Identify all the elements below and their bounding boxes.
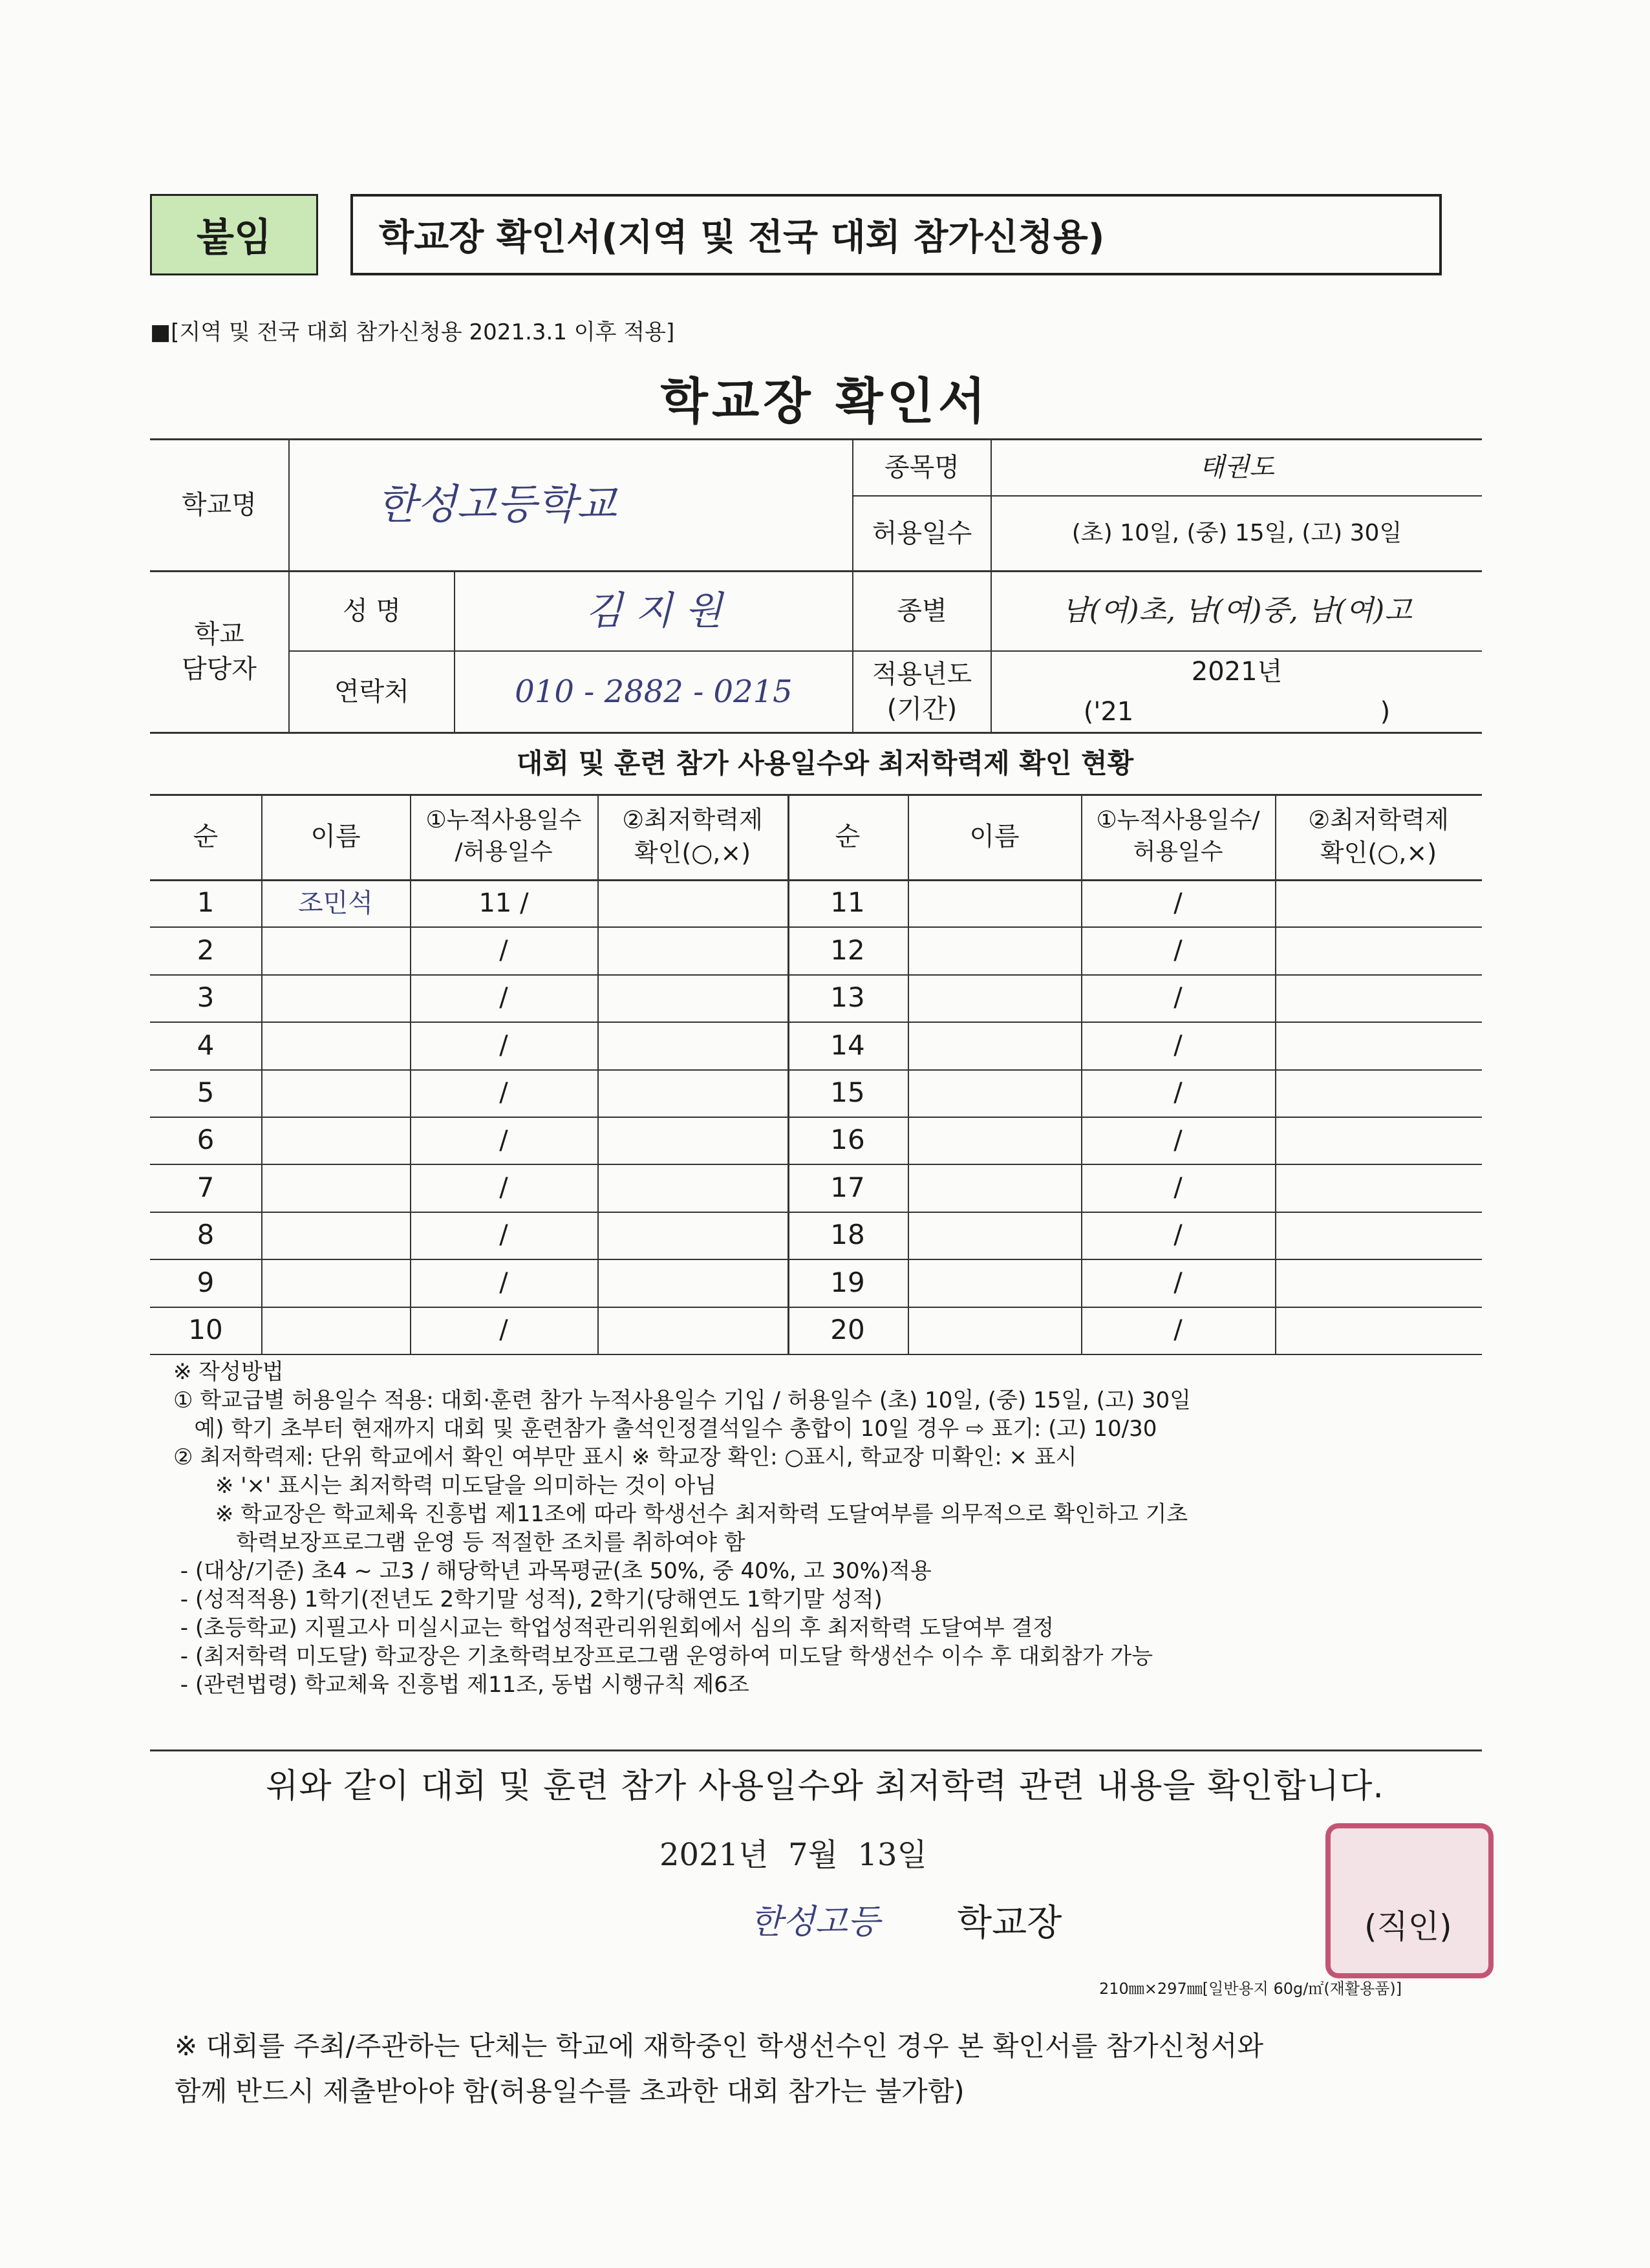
row-name: 조민석	[298, 888, 373, 918]
row-days: /	[1173, 888, 1183, 918]
row-number: 19	[830, 1266, 865, 1298]
row-number: 6	[197, 1124, 215, 1156]
row-name	[261, 1212, 410, 1259]
row-days: 11 /	[478, 888, 529, 918]
row-days: /	[499, 936, 508, 966]
method-line: ① 학교급별 허용일수 적용: 대회·훈련 참가 누적사용일수 기입 / 허용일수 (초) 10일, (중) 15일, (고) 30일	[173, 1387, 1191, 1413]
school-value: 한성고등학교	[376, 480, 617, 529]
row-number: 4	[197, 1029, 215, 1061]
row-number: 1	[197, 886, 215, 919]
method-title: ※ 작성방법	[173, 1359, 284, 1385]
application-note: ■[지역 및 전국 대회 참가신청용 2021.3.1 이후 적용]	[150, 319, 675, 345]
row-number: 3	[197, 981, 215, 1014]
row-number: 10	[188, 1313, 223, 1345]
method-line: 학력보장프로그램 운영 등 적절한 조치를 취하여야 함	[173, 1530, 745, 1556]
method-line: - (최저학력 미도달) 학교장은 기초학력보장프로그램 운영하여 미도달 학생선수 이수 후 대회참가 가능	[173, 1643, 1153, 1669]
event-label: 종목명	[884, 453, 959, 482]
row-name	[261, 1307, 410, 1354]
row-number: 17	[830, 1171, 865, 1203]
row-number: 15	[830, 1076, 865, 1108]
seal-label: (직인)	[1364, 1908, 1452, 1945]
row-days: /	[499, 1173, 508, 1203]
method-line: - (성적적용) 1학기(전년도 2학기말 성적), 2학기(당해연도 1학기말 성적)	[173, 1587, 883, 1612]
period-value: ('21 )	[1083, 697, 1391, 727]
row-number: 9	[197, 1266, 215, 1298]
header-check: ②최저학력제 확인(○,×)	[622, 805, 763, 867]
row-days: /	[1173, 1220, 1183, 1250]
manager-label: 학교 담당자	[182, 619, 257, 684]
row-days: /	[1173, 936, 1183, 966]
row-name	[261, 1164, 410, 1211]
name-value: 김 지 원	[584, 588, 723, 634]
header-no: 순	[835, 822, 861, 851]
row-name	[261, 1022, 410, 1069]
header-title-box: 학교장 확인서(지역 및 전국 대회 참가신청용)	[350, 194, 1442, 275]
row-days: /	[1173, 1173, 1183, 1203]
row-days: /	[499, 1315, 508, 1345]
school-label: 학교명	[182, 490, 257, 520]
header-no: 순	[193, 822, 219, 851]
method-line: ※ 학교장은 학교체육 진흥법 제11조에 따라 학생선수 최저학력 도달여부를 의무적으로 확인하고 기초	[173, 1501, 1188, 1527]
paper-spec: 210㎜×297㎜[일반용지 60g/㎡(재활용품)]	[1099, 1980, 1402, 1998]
row-name	[261, 1069, 410, 1117]
method-line: - (관련법령) 학교체육 진흥법 제11조, 동법 시행규칙 제6조	[173, 1672, 749, 1698]
row-number: 5	[197, 1076, 215, 1108]
row-number: 14	[830, 1029, 865, 1061]
confirmation-date: 2021년 7월 13일	[659, 1837, 927, 1873]
row-days: /	[499, 1125, 508, 1155]
participation-title: 대회 및 훈련 참가 사용일수와 최저학력제 확인 현황	[516, 747, 1134, 779]
header-check: ②최저학력제 확인(○,×)	[1308, 805, 1449, 867]
name-label: 성 명	[343, 596, 401, 626]
gender-label: 종별	[897, 596, 947, 626]
row-number: 7	[197, 1171, 215, 1203]
contact-label: 연락처	[334, 677, 409, 707]
row-name	[261, 1117, 410, 1164]
event-value: 태권도	[1199, 453, 1274, 482]
gender-value: 남(여)초, 남(여)중, 남(여)고	[1062, 594, 1412, 628]
principal-label: 학교장	[957, 1902, 1062, 1944]
table-line	[150, 1354, 1482, 1355]
row-days: /	[499, 1078, 508, 1108]
row-name	[261, 1259, 410, 1306]
row-days: /	[1173, 1315, 1183, 1345]
method-line: ② 최저학력제: 단위 학교에서 확인 여부만 표시 ※ 학교장 확인: ○표시, 학교장 미확인: × 표시	[173, 1444, 1077, 1470]
year-value: 2021년	[1191, 657, 1283, 687]
row-days: /	[1173, 983, 1183, 1013]
method-line: ※ '×' 표시는 최저학력 미도달을 의미하는 것이 아님	[173, 1473, 717, 1499]
school-signature: 한성고등	[750, 1903, 880, 1942]
row-days: /	[499, 1220, 508, 1250]
row-number: 20	[830, 1313, 865, 1345]
row-number: 12	[830, 934, 865, 966]
contact-value: 010 - 2882 - 0215	[515, 673, 793, 710]
document-title: 학교장 확인서	[660, 372, 990, 430]
row-days: /	[499, 983, 508, 1013]
row-days: /	[1173, 1125, 1183, 1155]
header-name: 이름	[969, 822, 1020, 851]
row-number: 16	[830, 1124, 865, 1156]
row-number: 8	[197, 1219, 215, 1251]
row-days: /	[499, 1030, 508, 1060]
allowed-label: 허용일수	[872, 519, 972, 548]
row-days: /	[1173, 1030, 1183, 1060]
row-name	[261, 974, 410, 1022]
row-number: 11	[830, 886, 865, 919]
year-label: 적용년도 (기간)	[872, 659, 972, 724]
footer-note: ※ 대회를 주최/주관하는 단체는 학교에 재학중인 학생선수인 경우 본 확인서를 참가신청서와 함께 반드시 제출받아야 함(허용일수를 초과한 대회 참가는 불가함)	[175, 2030, 1264, 2107]
attachment-tag: 붙임	[150, 194, 318, 275]
row-days: /	[1173, 1078, 1183, 1108]
row-name	[261, 926, 410, 974]
confirmation-statement: 위와 같이 대회 및 훈련 참가 사용일수와 최저학력 관련 내용을 확인합니다.	[266, 1767, 1384, 1806]
header-days: ①누적사용일수 /허용일수	[425, 807, 582, 865]
row-number: 13	[830, 981, 865, 1014]
method-line: 예) 학기 초부터 현재까지 대회 및 훈련참가 출석인정결석일수 총합이 10일 경우 ⇨ 표기: (고) 10/30	[173, 1416, 1157, 1442]
row-number: 18	[830, 1219, 865, 1251]
row-days: /	[1173, 1267, 1183, 1298]
header-name: 이름	[310, 822, 361, 851]
writing-method	[173, 1358, 1518, 1699]
row-days: /	[499, 1267, 508, 1298]
row-number: 2	[197, 934, 215, 966]
allowed-value: (초) 10일, (중) 15일, (고) 30일	[1071, 519, 1402, 546]
method-line: - (대상/기준) 초4 ~ 고3 / 해당학년 과목평균(초 50%, 중 40%, 고 30%)적용	[173, 1558, 932, 1584]
method-line: - (초등학교) 지필고사 미실시교는 학업성적관리위원회에서 심의 후 최저학력 도달여부 결정	[173, 1615, 1055, 1641]
header-days: ①누적사용일수/ 허용일수	[1096, 807, 1260, 865]
